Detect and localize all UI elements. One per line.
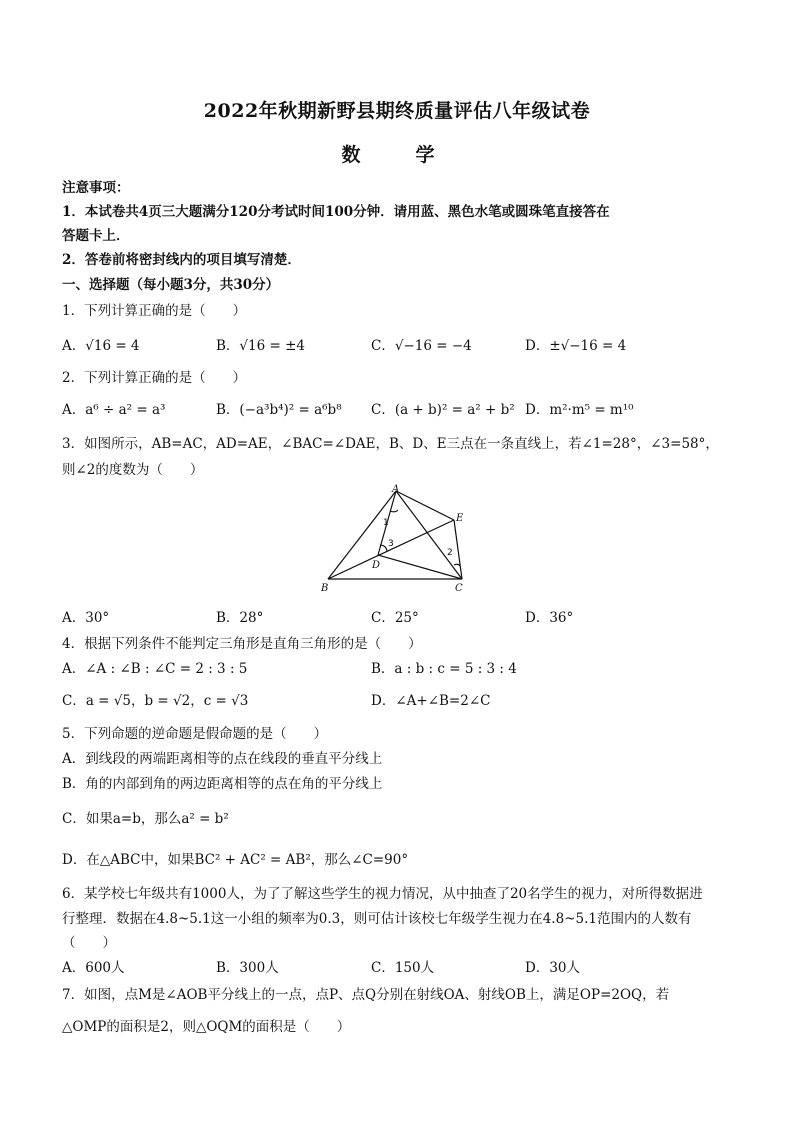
q4-option-a: A．∠A : ∠B : ∠C = 2 : 3 : 5	[62, 661, 248, 677]
label-angle-3: 3	[388, 539, 394, 549]
q6-option-b: B．300人	[216, 960, 279, 976]
q6-stem-line-3: （ ）	[62, 935, 116, 951]
label-angle-1: 1	[383, 518, 389, 528]
segment-ac	[396, 491, 462, 579]
q2-option-d: D．m²·m⁵ = m¹⁰	[525, 402, 634, 418]
q5-option-c: C．如果a=b，那么a² = b²	[62, 811, 229, 827]
section-1-heading: 一、选择题（每小题3分，共30分）	[62, 277, 280, 293]
notice-item-1-line-1: 1．本试卷共4页三大题满分120分考试时间100分钟．请用蓝、黑色水笔或圆珠笔直接答在	[62, 204, 610, 220]
q2-option-b: B．(−a³b⁴)² = a⁶b⁸	[216, 402, 342, 418]
notice-heading: 注意事项：	[62, 180, 130, 196]
q1-stem: 1．下列计算正确的是（ ）	[62, 303, 247, 319]
q6-option-a: A．600人	[62, 960, 125, 976]
q2-stem: 2．下列计算正确的是（ ）	[62, 370, 247, 386]
q5-option-a: A．到线段的两端距离相等的点在线段的垂直平分线上	[62, 751, 383, 767]
segment-ab	[328, 491, 396, 579]
label-d: D	[372, 560, 381, 571]
notice-item-1-line-2: 答题卡上．	[62, 228, 130, 244]
notice-item-2: 2．答卷前将密封线内的项目填写清楚．	[62, 252, 301, 268]
q3-option-a: A．30°	[62, 610, 110, 626]
q3-triangle-figure	[318, 483, 478, 597]
label-e: E	[456, 513, 464, 524]
q4-option-c: C．a = √5，b = √2，c = √3	[62, 693, 249, 709]
q4-option-b: B．a : b : c = 5 : 3 : 4	[371, 661, 517, 677]
label-angle-2: 2	[447, 548, 453, 558]
q2-option-a: A．a⁶ ÷ a² = a³	[62, 402, 166, 418]
q5-stem: 5．下列命题的逆命题是假命题的是（ ）	[62, 726, 328, 742]
segment-ae	[396, 491, 454, 520]
angle-2-arc	[454, 564, 460, 566]
q3-option-d: D．36°	[525, 610, 574, 626]
q5-option-b: B．角的内部到角的两边距离相等的点在角的平分线上	[62, 776, 383, 792]
q3-stem-line-2: 则∠2的度数为（ ）	[62, 462, 204, 478]
q6-option-d: D．30人	[525, 960, 581, 976]
q7-stem-line-1: 7．如图，点M是∠AOB平分线上的一点，点P、点Q分别在射线OA、射线OB上，满足OP=2OQ，若	[62, 987, 670, 1003]
q3-option-b: B．28°	[216, 610, 264, 626]
q3-figure-svg	[318, 483, 478, 597]
q6-option-c: C．150人	[371, 960, 435, 976]
q6-stem-line-1: 6．某学校七年级共有1000人，为了了解这些学生的视力情况，从中抽查了20名学生的视力，对所得数据进	[62, 886, 703, 902]
q4-stem: 4．根据下列条件不能判定三角形是直角三角形的是（ ）	[62, 636, 422, 652]
segment-dc	[378, 555, 462, 579]
q2-option-c: C．(a + b)² = a² + b²	[371, 402, 515, 418]
label-b: B	[321, 583, 329, 594]
q1-option-a: A．√16 = 4	[62, 338, 140, 354]
subject-title: 数 学	[341, 144, 453, 166]
q7-stem-line-2: △OMP的面积是2，则△OQM的面积是（ ）	[62, 1019, 351, 1035]
q1-option-d: D．±√−16 = 4	[525, 338, 627, 354]
label-a: A	[392, 484, 400, 495]
label-c: C	[455, 583, 463, 594]
q1-option-c: C．√−16 = −4	[371, 338, 472, 354]
exam-title: 2022年秋期新野县期终质量评估八年级试卷	[203, 100, 591, 122]
q3-stem-line-1: 3．如图所示，AB=AC，AD=AE，∠BAC=∠DAE，B、D、E三点在一条直线上，若∠1=28°，∠3=58°，	[62, 436, 719, 452]
q1-option-b: B．√16 = ±4	[216, 338, 305, 354]
q3-option-c: C．25°	[371, 610, 419, 626]
q4-option-d: D．∠A+∠B=2∠C	[371, 693, 491, 709]
q6-stem-line-2: 行整理．数据在4.8~5.1这一小组的频率为0.3，则可估计该校七年级学生视力在4.8~5.1范围内的人数有	[62, 911, 692, 927]
segment-be	[328, 520, 454, 579]
q5-option-d: D．在△ABC中，如果BC² + AC² = AB²，那么∠C=90°	[62, 852, 409, 868]
